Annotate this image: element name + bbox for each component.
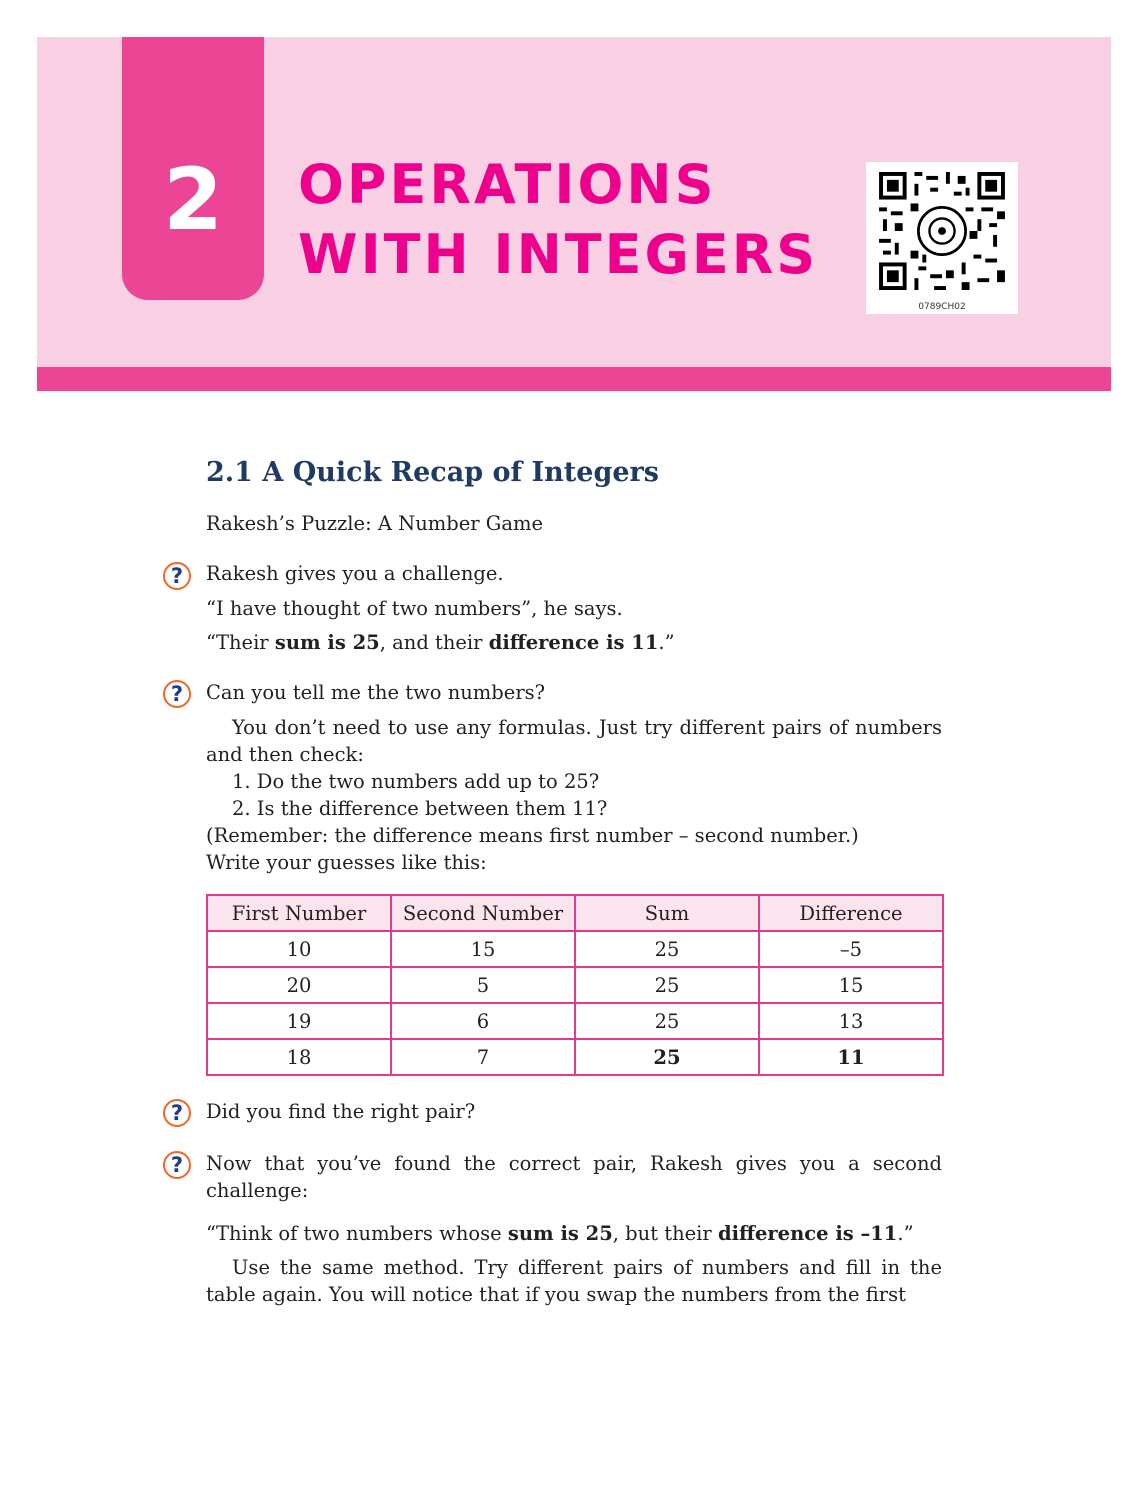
table-row	[207, 931, 943, 967]
table-cell: 25	[575, 1003, 759, 1039]
section-subtitle: Rakesh’s Puzzle: A Number Game	[206, 512, 544, 535]
para4-final	[206, 1254, 942, 1308]
para2-question: Can you tell me the two numbers?	[206, 681, 546, 704]
col-header: Difference	[759, 895, 943, 931]
write-guesses: Write your guesses like this:	[206, 851, 487, 874]
text-run: .”	[897, 1222, 914, 1245]
para1-line1: Rakesh gives you a challenge.	[206, 562, 504, 585]
bold-run: difference is –11	[717, 1222, 898, 1245]
para3-question: Did you find the right pair?	[206, 1100, 476, 1123]
qr-code-label: 0789CH02	[918, 302, 966, 312]
remember-note: (Remember: the difference means first number – second number.)	[206, 824, 859, 847]
chapter-title-line2: WITH INTEGERS	[298, 223, 819, 286]
table-cell: 20	[207, 967, 391, 1003]
table-cell: 25	[575, 967, 759, 1003]
table-cell: 7	[391, 1039, 575, 1075]
table-cell: 6	[391, 1003, 575, 1039]
table-cell: 15	[759, 967, 943, 1003]
table-cell: 15	[391, 931, 575, 967]
step-1: 1. Do the two numbers add up to 25?	[232, 770, 600, 793]
text-run: , and their	[379, 631, 489, 654]
para1-line2: “I have thought of two numbers”, he says.	[206, 597, 623, 620]
qr-code-icon	[878, 172, 1006, 290]
bold-run: sum is 25	[507, 1222, 613, 1245]
table-cell: –5	[759, 931, 943, 967]
text-run: , but their	[612, 1222, 718, 1245]
table-header-row	[207, 895, 943, 931]
bold-run: difference is 11	[488, 631, 659, 654]
qr-code[interactable]	[866, 162, 1018, 314]
table-cell: 25	[575, 931, 759, 967]
guess-table	[206, 894, 944, 1076]
table-cell: 13	[759, 1003, 943, 1039]
table-cell: 25	[575, 1039, 759, 1075]
table-cell: 19	[207, 1003, 391, 1039]
table-cell: 11	[759, 1039, 943, 1075]
table-cell: 10	[207, 931, 391, 967]
text-run: “Think of two numbers whose	[206, 1222, 508, 1245]
table-row	[207, 1003, 943, 1039]
col-header: First Number	[207, 895, 391, 931]
col-header: Sum	[575, 895, 759, 931]
bold-run: sum is 25	[274, 631, 380, 654]
question-mark-icon: ?	[163, 1099, 191, 1127]
col-header: Second Number	[391, 895, 575, 931]
table-row	[207, 967, 943, 1003]
section-title: 2.1 A Quick Recap of Integers	[206, 457, 659, 488]
table-row	[207, 1039, 943, 1075]
chapter-title-line1: OPERATIONS	[298, 153, 717, 216]
para4-text: Now that you’ve found the correct pair, Rakesh gives you a second challenge:	[206, 1152, 942, 1202]
para2-hint	[206, 714, 942, 768]
banner-strip	[37, 367, 1111, 391]
question-mark-icon: ?	[163, 1151, 191, 1179]
chapter-number: 2	[163, 150, 223, 250]
hint-text: You don’t need to use any formulas. Just try different pairs of numbers and then check:	[206, 716, 942, 766]
text-run: .”	[658, 631, 675, 654]
question-mark-icon: ?	[163, 680, 191, 708]
para1-line3	[206, 629, 675, 656]
para4-quote	[206, 1220, 914, 1247]
step-2: 2. Is the difference between them 11?	[232, 797, 608, 820]
table-cell: 18	[207, 1039, 391, 1075]
question-mark-icon: ?	[163, 562, 191, 590]
chapter-title	[298, 150, 818, 290]
text-run: “Their	[206, 631, 275, 654]
table-cell: 5	[391, 967, 575, 1003]
final-text: Use the same method. Try different pairs of numbers and fill in the table again. You will notice that if you swap the numbers from the first	[206, 1256, 942, 1306]
